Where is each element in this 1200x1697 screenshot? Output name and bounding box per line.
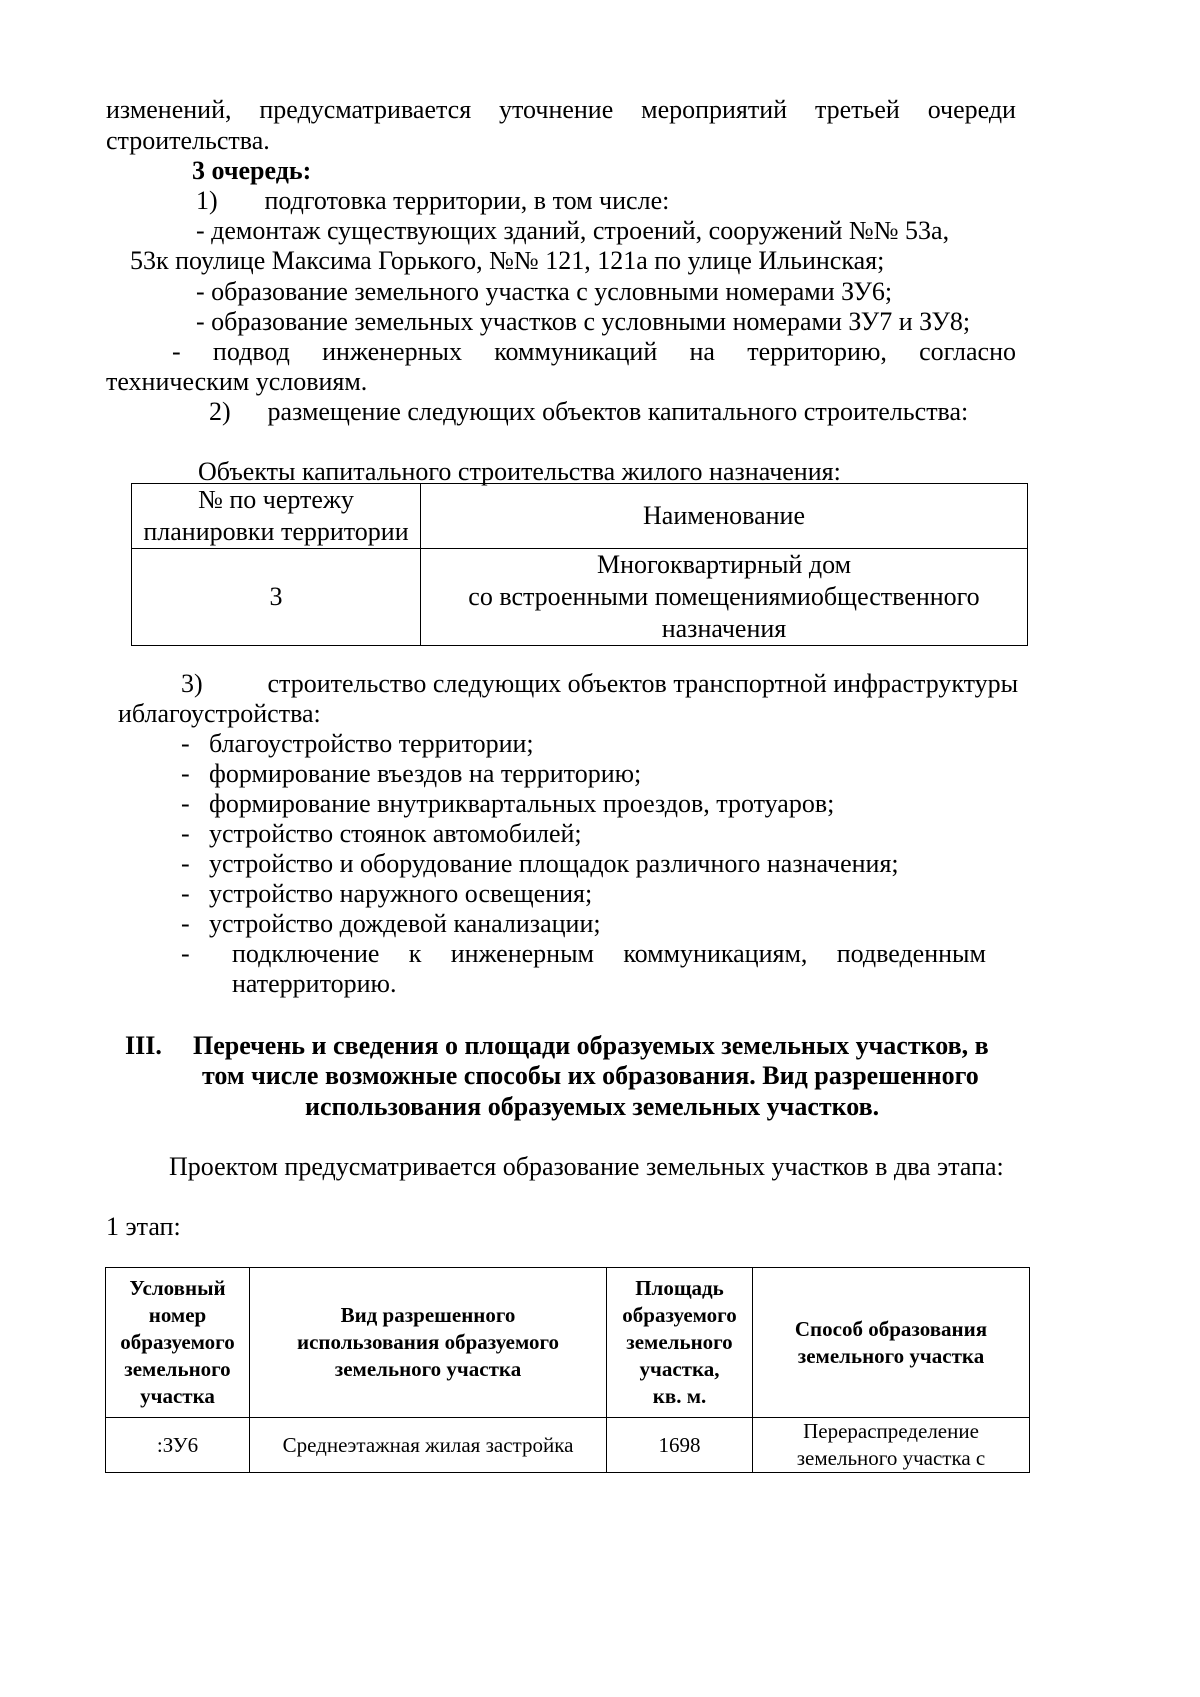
- queue-title: 3 очередь:: [192, 156, 312, 185]
- header-cell-plot-number: Условный номер образуемого земельного участка: [106, 1268, 250, 1418]
- stage-label: 1 этап:: [106, 1212, 181, 1241]
- header-cell-name: Наименование: [421, 484, 1028, 549]
- list-item-dash: -: [181, 939, 190, 968]
- table-header-row: [106, 1268, 1030, 1418]
- item2-number: 2): [209, 397, 231, 426]
- list-item: - формирование въездов на территорию;: [181, 759, 642, 788]
- utilities-line2: техническим условиям.: [106, 367, 368, 396]
- item3-text: строительство следующих объектов транспортной инфраструктуры: [267, 669, 1019, 698]
- section-title-line2: том числе возможные способы их образования. Вид разрешенного: [202, 1061, 979, 1090]
- section-title-line3: использования образуемых земельных участков.: [305, 1092, 880, 1121]
- cell-name: Многоквартирный дом со встроенными помещениямиобщественного назначения: [421, 549, 1028, 646]
- list-item: - устройство наружного освещения;: [181, 879, 593, 908]
- list-item: - устройство стоянок автомобилей;: [181, 819, 582, 848]
- cell-formation-method: Перераспределение земельного участка с: [753, 1418, 1030, 1473]
- table-header-row: [132, 484, 1028, 549]
- table1-caption: Объекты капитального строительства жилого назначения:: [198, 457, 841, 486]
- table-row: [132, 549, 1028, 646]
- lead-paragraph: Проектом предусматривается образование земельных участков в два этапа:: [169, 1152, 1004, 1181]
- section-numeral: III.: [125, 1031, 162, 1060]
- land-plots-table: [105, 1267, 1030, 1473]
- formation-zu6: - образование земельного участка с условными номерами ЗУ6;: [196, 277, 893, 306]
- item3-number: 3): [181, 669, 203, 698]
- section-title-line1: Перечень и сведения о площади образуемых земельных участков, в: [193, 1031, 989, 1060]
- formation-zu7-zu8: - образование земельных участков с условными номерами ЗУ7 и ЗУ8;: [196, 307, 971, 336]
- header-cell-formation-method: Способ образования земельного участка: [753, 1268, 1030, 1418]
- residential-objects-table: [131, 483, 1028, 646]
- intro-paragraph-line2: строительства.: [106, 126, 270, 155]
- header-cell-area: Площадь образуемого земельного участка, кв. м.: [607, 1268, 753, 1418]
- item2: [209, 396, 968, 428]
- item1-number: 1): [196, 186, 218, 215]
- list-item-last-line2: натерриторию.: [232, 969, 397, 998]
- list-item: - благоустройство территории;: [181, 729, 534, 758]
- table-row: [106, 1418, 1030, 1473]
- item1: [196, 185, 669, 217]
- header-cell-number: № по чертежу планировки территории: [132, 484, 421, 549]
- header-cell-permitted-use: Вид разрешенного использования образуемого земельного участка: [250, 1268, 607, 1418]
- utilities-line1: - подвод инженерных коммуникаций на территорию, согласно: [172, 337, 1016, 366]
- demolition-line2: 53к поулице Максима Горького, №№ 121, 121а по улице Ильинская;: [130, 246, 885, 275]
- item3: [181, 668, 1018, 700]
- list-item: - устройство дождевой канализации;: [181, 909, 601, 938]
- intro-paragraph-line1: изменений, предусматривается уточнение мероприятий третьей очереди: [106, 95, 1016, 124]
- demolition-line1: - демонтаж существующих зданий, строений, сооружений №№ 53а,: [196, 216, 950, 245]
- cell-number: 3: [132, 549, 421, 646]
- cell-permitted-use: Среднеэтажная жилая застройка: [250, 1418, 607, 1473]
- list-item-last-line1: подключение к инженерным коммуникациям, подведенным: [232, 939, 986, 968]
- item2-text: размещение следующих объектов капитального строительства:: [267, 397, 969, 426]
- cell-plot-number: :ЗУ6: [106, 1418, 250, 1473]
- item1-text: подготовка территории, в том числе:: [264, 186, 670, 215]
- item3-line2: иблагоустройства:: [118, 699, 321, 728]
- cell-area: 1698: [607, 1418, 753, 1473]
- list-item: - формирование внутриквартальных проездов, тротуаров;: [181, 789, 835, 818]
- list-item: - устройство и оборудование площадок различного назначения;: [181, 849, 899, 878]
